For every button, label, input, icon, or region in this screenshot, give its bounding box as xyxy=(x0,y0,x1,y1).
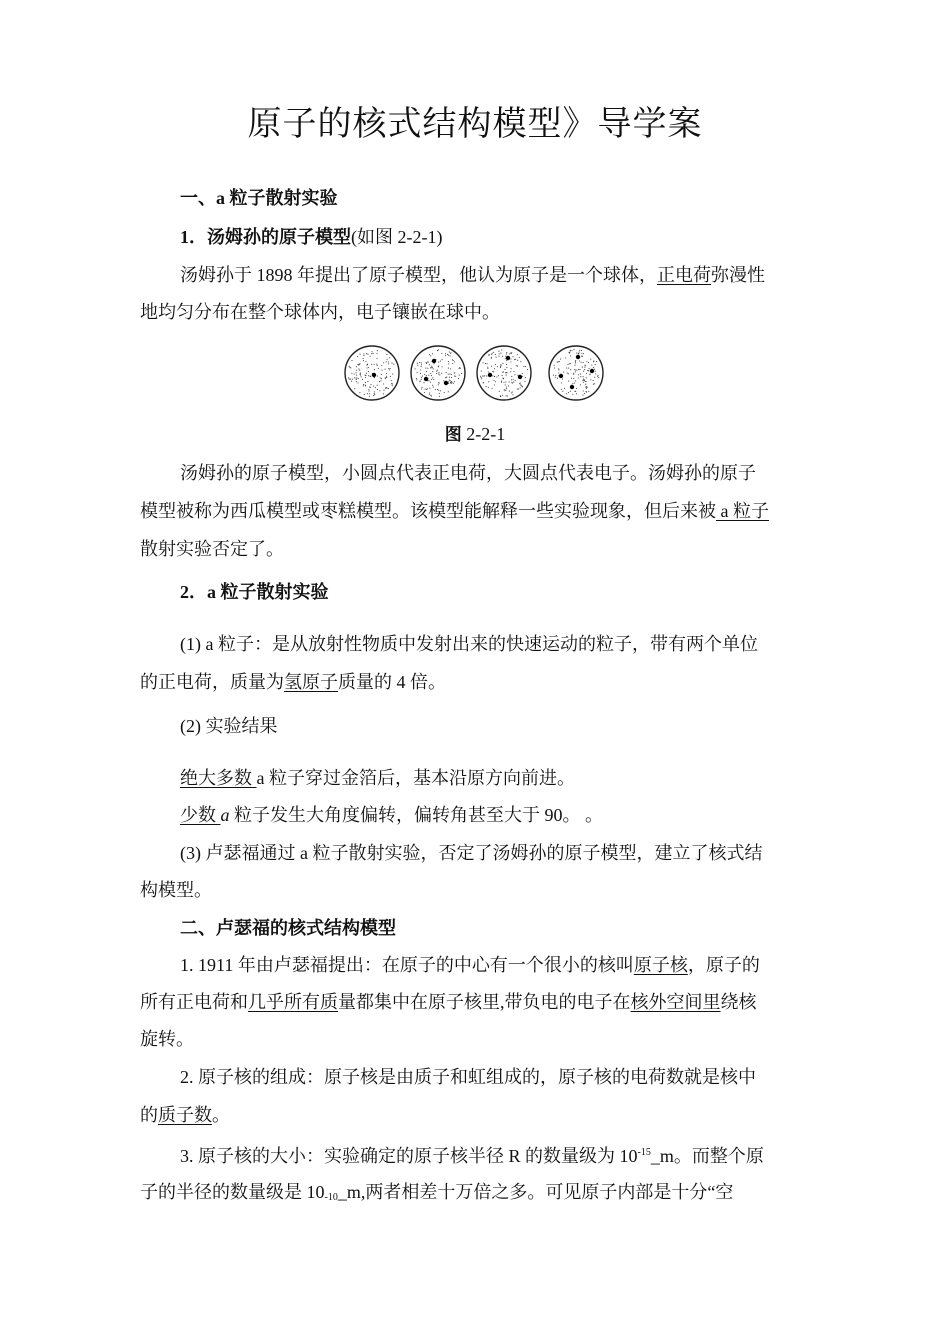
paragraph-line: 汤姆孙的原子模型，小圆点代表正电荷，大圆点代表电子。汤姆孙的原子 xyxy=(180,463,756,483)
fill-in-answer: 质子数 xyxy=(158,1105,212,1125)
text-span: 粒子发生大角度偏转，偏转角甚至大于 90。 。 xyxy=(229,805,603,825)
fill-in-answer: 少数 xyxy=(180,805,221,825)
text-span: 。 xyxy=(212,1105,230,1125)
text-span: 的 xyxy=(140,1105,158,1125)
fill-in-answer: 绝大多数 xyxy=(180,768,257,788)
text-span: 弥漫性 xyxy=(711,265,765,285)
paragraph-line xyxy=(180,263,820,287)
subheading-thomson-model xyxy=(180,225,820,249)
paragraph-line: 旋转。 xyxy=(140,1029,194,1049)
fill-in-answer: 正电荷 xyxy=(657,265,711,285)
paragraph-line: (2) 实验结果 xyxy=(180,716,278,736)
paragraph-line xyxy=(180,766,820,790)
section-heading-2: 二、卢瑟福的核式结构模型 xyxy=(180,918,396,938)
paragraph-line xyxy=(140,670,820,694)
thomson-model-figure xyxy=(342,343,608,403)
figure-caption-text: 2-2-1 xyxy=(461,424,506,444)
paragraph-line xyxy=(180,803,820,827)
text-span: 3. 原子核的大小：实验确定的原子核半径 R 的数量级为 10 xyxy=(180,1146,638,1166)
text-span: 质量的 4 倍。 xyxy=(338,672,446,692)
atom-model-circle xyxy=(345,346,399,400)
text-span: 汤姆孙于 1898 年提出了原子模型，他认为原子是一个球体， xyxy=(180,265,657,285)
text-span: ，原子的 xyxy=(687,955,760,975)
text-span: 子的半径的数量级是 10 xyxy=(140,1182,325,1202)
text-span: 所有正电荷和 xyxy=(140,992,248,1012)
exponent: -10 xyxy=(324,1192,338,1203)
subheading-figure-ref: (如图 2-2-1) xyxy=(351,227,443,247)
text-span: 模型被称为西瓜模型或枣糕模型。该模型能解释一些实验现象，但后来被 xyxy=(140,501,716,521)
text-span: 绕核 xyxy=(720,992,757,1012)
paragraph-line: 地均匀分布在整个球体内，电子镶嵌在球中。 xyxy=(140,302,500,322)
paragraph-line: 散射实验否定了。 xyxy=(140,539,284,559)
text-span: 1. 1911 年由卢瑟福提出：在原子的中心有一个很小的核叫 xyxy=(180,955,634,975)
text-span: _m。而整个原 xyxy=(650,1146,764,1166)
text-span: 量都集中在原子核里,带负电的电子在 xyxy=(338,992,631,1012)
subheading-scattering: 2．a 粒子散射实验 xyxy=(180,582,329,602)
figure-caption: 图 2-2-1 xyxy=(444,424,506,445)
atom-model-circle xyxy=(477,346,531,400)
text-span: a 粒子穿过金箔后，基本沿原方向前进。 xyxy=(256,768,575,788)
paragraph-line xyxy=(140,990,820,1014)
exponent: -15 xyxy=(637,1147,651,1158)
fill-in-answer: 几乎所有质 xyxy=(248,992,338,1012)
paragraph-line: 2. 原子核的组成：原子核是由质子和虹组成的，原子核的电荷数就是核中 xyxy=(180,1067,756,1087)
paragraph-line xyxy=(140,1180,820,1210)
fill-in-answer: 核外空间里 xyxy=(630,992,721,1012)
alpha-symbol: a xyxy=(220,805,230,825)
paragraph-line xyxy=(180,1141,820,1168)
text-span: _m,两者相差十万倍之多。可见原子内部是十分“空 xyxy=(337,1182,734,1202)
text-span: 的正电荷，质量为 xyxy=(140,672,284,692)
fill-in-answer: 原子核 xyxy=(633,955,688,975)
paragraph-line: (1) a 粒子：是从放射性物质中发射出来的快速运动的粒子，带有两个单位 xyxy=(180,634,758,654)
subheading-text: 1．汤姆孙的原子模型 xyxy=(180,227,351,247)
atom-model-circle xyxy=(411,346,465,400)
paragraph-line xyxy=(140,499,820,523)
paragraph-line: 构模型。 xyxy=(140,880,212,900)
atom-model-circle xyxy=(549,346,603,400)
page-title: 原子的核式结构模型》导学案 xyxy=(247,104,703,144)
fill-in-answer: 氢原子 xyxy=(284,672,338,692)
section-heading-1: 一、a 粒子散射实验 xyxy=(180,188,338,208)
paragraph-line: (3) 卢瑟福通过 a 粒子散射实验，否定了汤姆孙的原子模型，建立了核式结 xyxy=(180,843,763,863)
paragraph-line xyxy=(180,953,820,977)
paragraph-line xyxy=(140,1103,820,1127)
fill-in-answer: a 粒子 xyxy=(716,501,769,521)
